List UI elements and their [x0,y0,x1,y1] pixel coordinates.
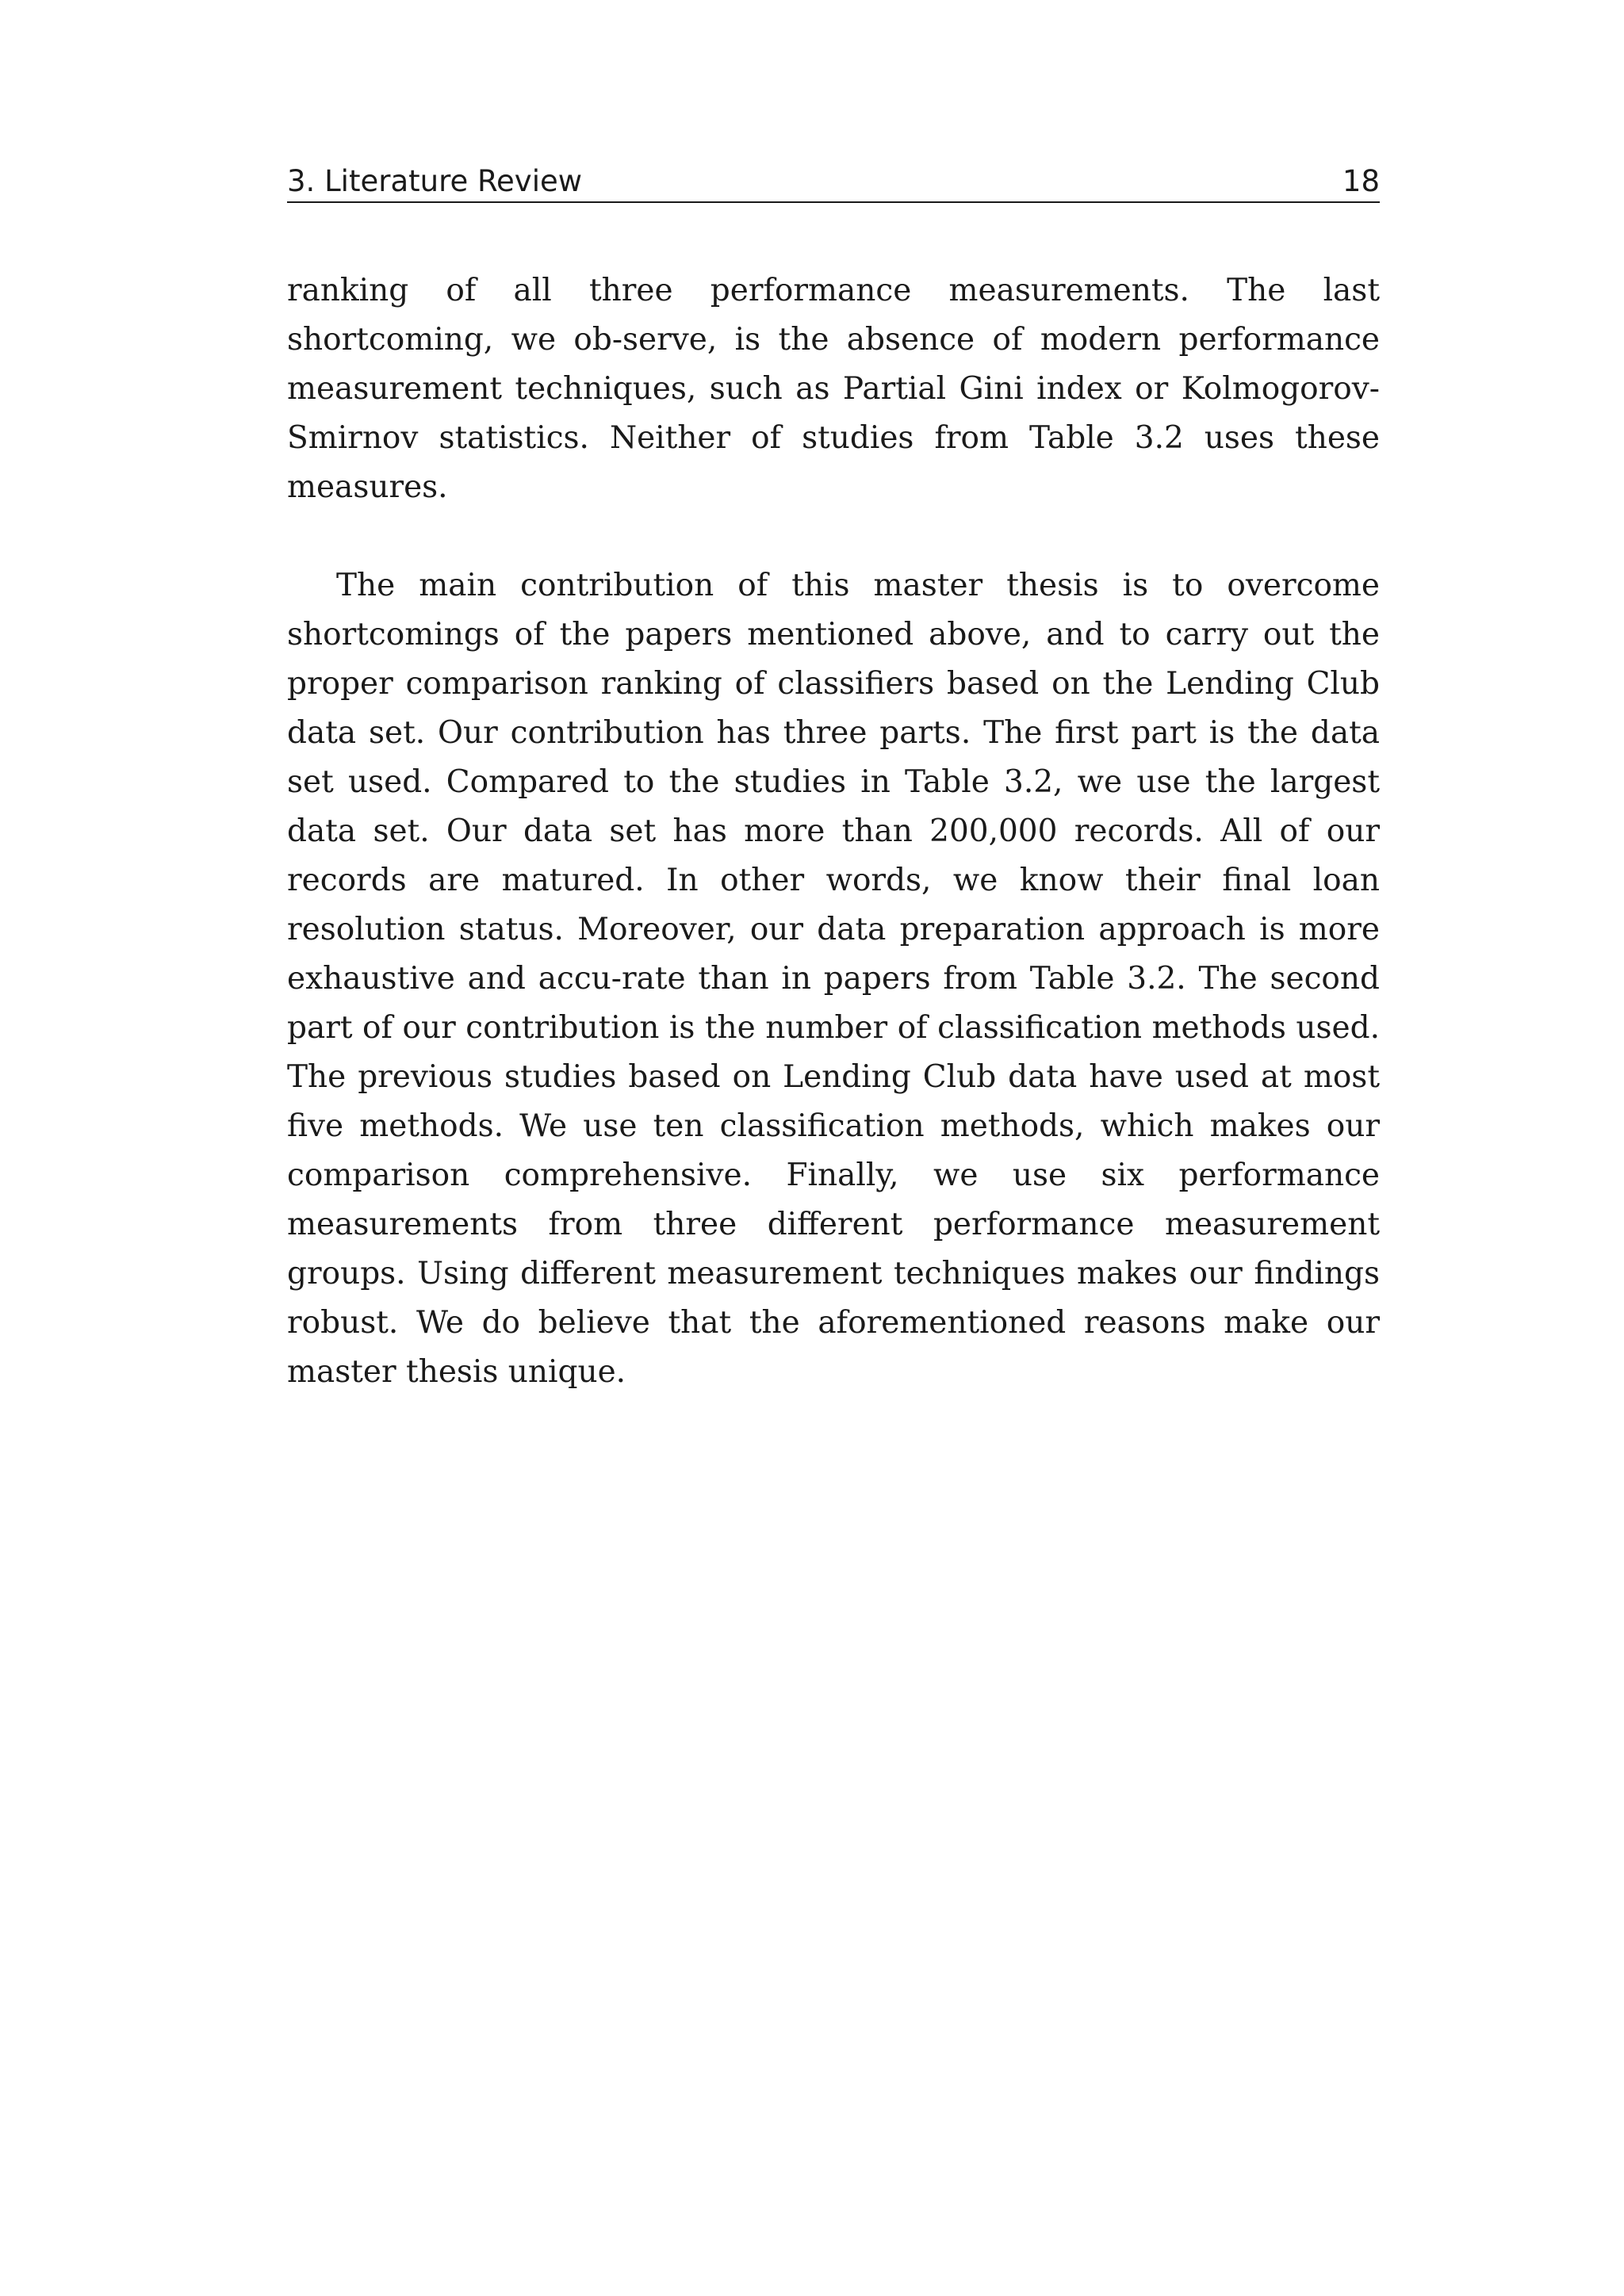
chapter-title: 3. Literature Review [287,164,583,198]
page-number: 18 [1342,164,1380,198]
body-text [287,266,1380,1397]
paragraph-main-contribution: The main contribution of this master thesis is to overcome shortcomings of the papers mentioned above, and to carry out the proper comparison ranking of classifiers based on the Lending Club data set. Our contribution has three parts. The first part is the data set used. Compared to the studies in Table 3.2, we use the largest data set. Our data set has more than 200,000 records. All of our records are matured. In other words, we know their final loan resolution status. Moreover, our data preparation approach is more exhaustive and accu-rate than in papers from Table 3.2. The second part of our contribution is the number of classification methods used. The previous studies based on Lending Club data have used at most five methods. We use ten classification methods, which makes our comparison comprehensive. Finally, we use six performance measurements from three different performance measurement groups. Using different measurement techniques makes our findings robust. We do believe that the aforementioned reasons make our master thesis unique. [287,568,1380,1390]
running-header [287,159,1380,203]
paragraph-continuation: ranking of all three performance measurements. The last shortcoming, we ob-serve, is the absence of modern performance measurement techniques, such as Partial Gini index or Kolmogorov-Smirnov statistics. Neither of studies from Table 3.2 uses these measures. [287,273,1380,505]
